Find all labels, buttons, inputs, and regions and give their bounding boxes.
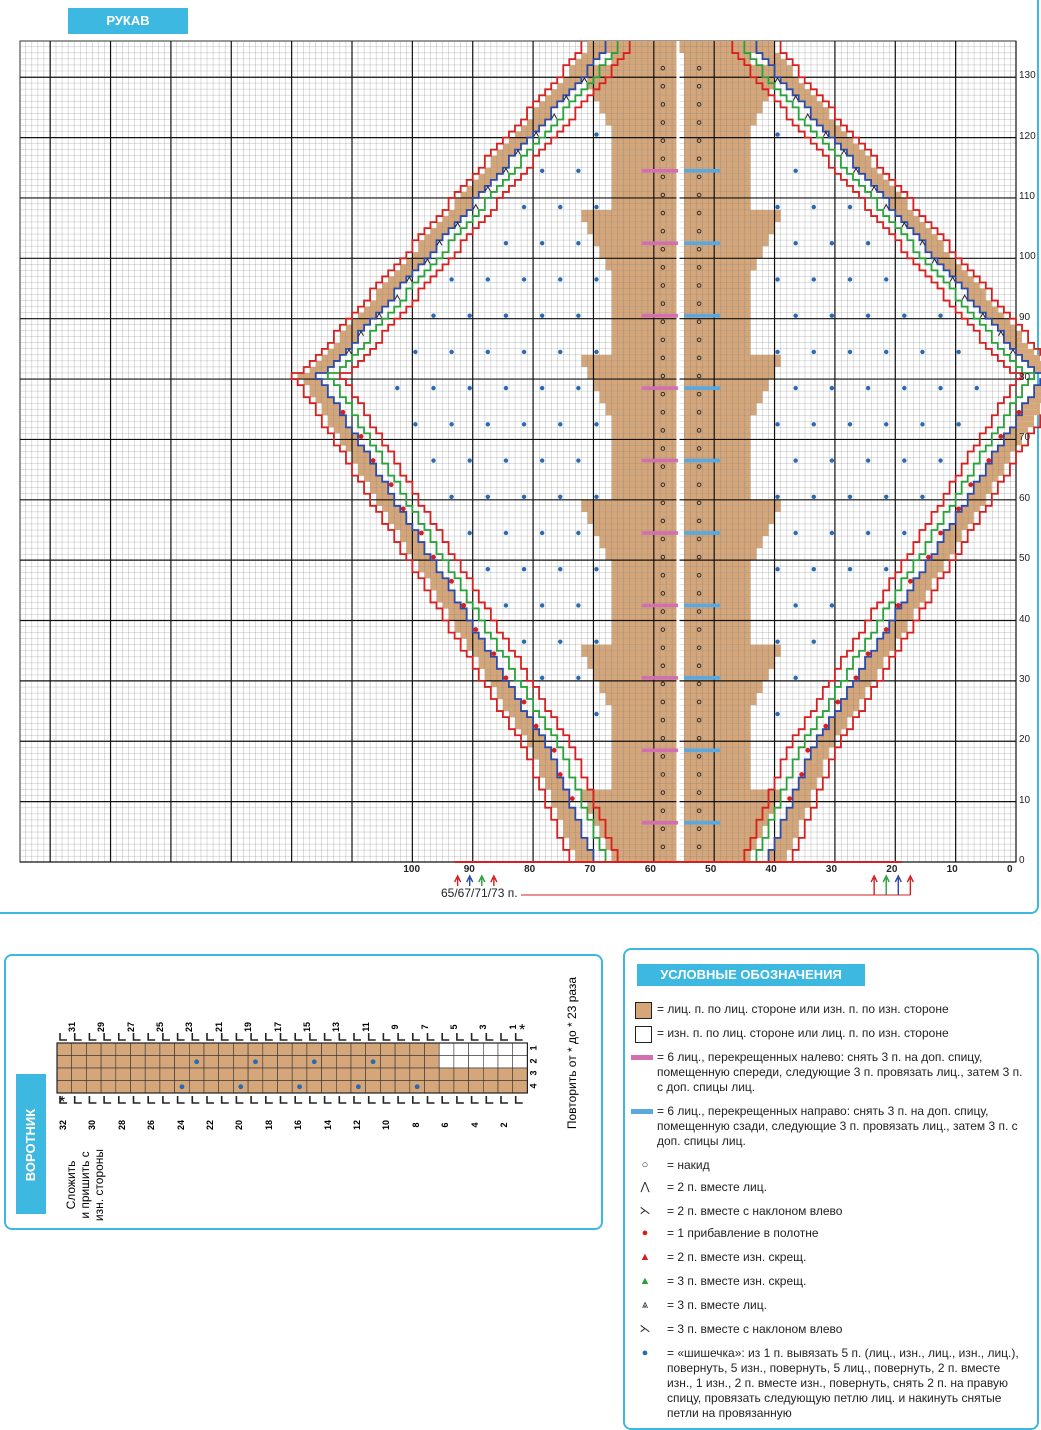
collar-bobble bbox=[238, 1084, 243, 1089]
bobble-mark bbox=[775, 205, 779, 209]
fine-grid bbox=[20, 41, 1016, 862]
column-number: 20 bbox=[886, 864, 898, 875]
bobble-mark bbox=[848, 205, 852, 209]
collar-join-note bbox=[60, 1134, 110, 1224]
collar-col-number: 18 bbox=[263, 1120, 274, 1131]
bobble-mark bbox=[449, 422, 453, 426]
collar-col-number: 16 bbox=[293, 1120, 304, 1131]
bobble-mark bbox=[938, 386, 942, 390]
cable-left-cross bbox=[642, 241, 678, 245]
collar-col-number: 20 bbox=[234, 1120, 245, 1131]
bobble-mark bbox=[486, 567, 490, 571]
bobble-mark bbox=[576, 241, 580, 245]
collar-row-number: 3 bbox=[528, 1070, 539, 1076]
column-number: 40 bbox=[765, 864, 777, 875]
bobble-mark bbox=[468, 458, 472, 462]
increase-mark bbox=[570, 796, 575, 801]
bobble-mark bbox=[558, 567, 562, 571]
bobble-mark bbox=[504, 386, 508, 390]
bobble-mark bbox=[812, 277, 816, 281]
collar-bobble bbox=[312, 1059, 317, 1064]
bobble-mark bbox=[486, 350, 490, 354]
collar-col-number: 24 bbox=[175, 1120, 186, 1131]
bobble-mark bbox=[920, 422, 924, 426]
bobble-mark bbox=[812, 639, 816, 643]
cable-right-cross bbox=[684, 676, 720, 680]
cable-right-cross bbox=[684, 241, 720, 245]
cable-right-cross bbox=[684, 604, 720, 608]
bobble-mark bbox=[576, 458, 580, 462]
bobble-mark bbox=[775, 495, 779, 499]
collar-col-number: 5 bbox=[448, 1024, 459, 1030]
legend-symbol-icon: ⋀ bbox=[640, 1181, 650, 1193]
bobble-mark bbox=[504, 531, 508, 535]
cable-left-cross bbox=[642, 676, 678, 680]
collar-col-number: 10 bbox=[381, 1120, 392, 1131]
row-number: 10 bbox=[1019, 794, 1031, 806]
cable-left-cross bbox=[642, 821, 678, 825]
bobble-mark bbox=[793, 531, 797, 535]
legend-symbol-icon: ● bbox=[641, 1227, 649, 1239]
increase-mark bbox=[884, 627, 889, 632]
increase-mark bbox=[558, 772, 563, 777]
bobble-mark bbox=[540, 313, 544, 317]
bobble-mark bbox=[866, 531, 870, 535]
purl-swatch bbox=[635, 1026, 652, 1043]
collar-repeat-text: Повторить от * до * 23 раза bbox=[565, 976, 579, 1130]
sleeve-title: РУКАВ bbox=[68, 8, 188, 34]
bobble-mark bbox=[522, 495, 526, 499]
row-number: 80 bbox=[1019, 372, 1031, 384]
bobble-mark bbox=[848, 277, 852, 281]
collar-col-number: 25 bbox=[154, 1022, 165, 1033]
bobble-mark bbox=[558, 422, 562, 426]
cable-left-cross bbox=[642, 169, 678, 173]
row-number: 90 bbox=[1019, 311, 1031, 323]
bobble-mark bbox=[956, 350, 960, 354]
size-arrow bbox=[883, 876, 889, 895]
bobble-mark bbox=[594, 205, 598, 209]
column-number: 10 bbox=[946, 864, 958, 875]
bobble-mark bbox=[830, 603, 834, 607]
increase-mark bbox=[926, 555, 931, 560]
collar-col-number: 21 bbox=[213, 1022, 224, 1033]
row-number: 70 bbox=[1019, 432, 1031, 444]
column-number: 80 bbox=[524, 864, 536, 875]
bobble-mark bbox=[866, 386, 870, 390]
column-number: 60 bbox=[644, 864, 656, 875]
bobble-mark bbox=[793, 241, 797, 245]
row-number: 50 bbox=[1019, 553, 1031, 565]
bobble-mark bbox=[775, 567, 779, 571]
collar-col-number: 12 bbox=[352, 1120, 362, 1131]
legend-symbol-icon: ▲ bbox=[639, 1251, 651, 1263]
row-number: 30 bbox=[1019, 673, 1031, 685]
cable-right-cross bbox=[684, 169, 720, 173]
collar-col-number: 4 bbox=[469, 1122, 480, 1128]
collar-title-text: ВОРОТНИК bbox=[23, 1108, 38, 1182]
cable-right-cross bbox=[684, 749, 720, 753]
bobble-mark bbox=[431, 313, 435, 317]
bobble-mark bbox=[830, 313, 834, 317]
bobble-mark bbox=[884, 350, 888, 354]
collar-col-number: 32 bbox=[58, 1120, 68, 1131]
increase-mark bbox=[449, 579, 454, 584]
bobble-mark bbox=[449, 350, 453, 354]
collar-bobble bbox=[371, 1059, 376, 1064]
increase-mark bbox=[341, 410, 346, 415]
bobble-mark bbox=[576, 603, 580, 607]
collar-bobble bbox=[180, 1084, 185, 1089]
cable-right-cross bbox=[684, 314, 720, 318]
bobble-mark bbox=[775, 277, 779, 281]
increase-mark bbox=[359, 434, 364, 439]
collar-col-number: 14 bbox=[322, 1120, 333, 1131]
bobble-mark bbox=[920, 495, 924, 499]
legend-symbol-icon: ● bbox=[641, 1347, 649, 1359]
cable-left-cross bbox=[642, 604, 678, 608]
bobble-mark bbox=[395, 386, 399, 390]
row-number: 120 bbox=[1019, 130, 1036, 142]
knit-swatch bbox=[635, 1002, 652, 1019]
bobble-mark bbox=[812, 567, 816, 571]
bobble-mark bbox=[902, 531, 906, 535]
column-number: 70 bbox=[584, 864, 596, 875]
collar-col-number: 23 bbox=[184, 1022, 195, 1033]
size-arrow bbox=[871, 876, 877, 895]
row-number: 20 bbox=[1019, 734, 1031, 746]
row-number: 0 bbox=[1019, 855, 1025, 866]
bobble-mark bbox=[468, 531, 472, 535]
cable-right-cross bbox=[684, 531, 720, 535]
bobble-mark bbox=[812, 205, 816, 209]
bobble-mark bbox=[558, 205, 562, 209]
increase-mark bbox=[986, 458, 991, 463]
row-number: 60 bbox=[1019, 492, 1031, 504]
bobble-mark bbox=[594, 639, 598, 643]
bobble-mark bbox=[902, 386, 906, 390]
increase-mark bbox=[389, 482, 394, 487]
bobble-mark bbox=[576, 313, 580, 317]
collar-col-number: 9 bbox=[390, 1024, 401, 1030]
cable-right-cross bbox=[684, 459, 720, 463]
bobble-mark bbox=[594, 350, 598, 354]
legend-symbol-icon: ⩓ bbox=[641, 1299, 649, 1311]
cable-right-cross bbox=[684, 821, 720, 825]
cable-right-cross bbox=[684, 386, 720, 390]
bobble-mark bbox=[431, 458, 435, 462]
bobble-mark bbox=[812, 350, 816, 354]
bobble-mark bbox=[431, 386, 435, 390]
increase-mark bbox=[956, 506, 961, 511]
bobble-mark bbox=[594, 422, 598, 426]
bobble-mark bbox=[504, 458, 508, 462]
bobble-mark bbox=[486, 422, 490, 426]
bobble-mark bbox=[594, 277, 598, 281]
bobble-mark bbox=[884, 495, 888, 499]
increase-mark bbox=[552, 748, 557, 753]
column-number: 90 bbox=[463, 864, 475, 875]
bobble-mark bbox=[522, 639, 526, 643]
increase-mark bbox=[799, 772, 804, 777]
legend-symbol-icon: ⋋ bbox=[639, 1323, 651, 1335]
bobble-mark bbox=[830, 241, 834, 245]
legend-text: = 3 п. вместе изн. скрещ. bbox=[667, 1274, 807, 1288]
bobble-mark bbox=[793, 676, 797, 680]
cable-left-cross bbox=[642, 314, 678, 318]
bobble-mark bbox=[956, 422, 960, 426]
bobble-mark bbox=[558, 639, 562, 643]
increase-mark bbox=[805, 748, 810, 753]
bobble-mark bbox=[522, 205, 526, 209]
collar-col-number: 28 bbox=[116, 1120, 127, 1131]
legend-text: = «шишечка»: из 1 п. вывязать 5 п. (лиц., изн., лиц., изн., лиц.), повернуть, 5 изн., повернуть, 5 лиц., повернуть, 2 п. вместе изн., 1 изн., 2 п. вместе изн., повернуть, снять 2 п. на правую спицу, провязать следующую петлю лиц. и накинуть снятые петли на провязанную bbox=[667, 1346, 1019, 1420]
bobble-mark bbox=[830, 386, 834, 390]
collar-col-number: 15 bbox=[301, 1022, 312, 1033]
column-number: 30 bbox=[825, 864, 838, 875]
legend-title: УСЛОВНЫЕ ОБОЗНАЧЕНИЯ bbox=[637, 964, 865, 986]
bobble-mark bbox=[522, 422, 526, 426]
legend-text: = накид bbox=[667, 1158, 710, 1172]
increase-mark bbox=[461, 603, 466, 608]
bobble-mark bbox=[540, 676, 544, 680]
increase-mark bbox=[896, 603, 901, 608]
bobble-mark bbox=[522, 350, 526, 354]
bobble-mark bbox=[576, 676, 580, 680]
bobble-mark bbox=[793, 386, 797, 390]
legend-text: = 2 п. вместе лиц. bbox=[667, 1180, 767, 1194]
bobble-mark bbox=[830, 458, 834, 462]
increase-mark bbox=[534, 724, 539, 729]
join-note-line2: и пришить с bbox=[78, 1151, 92, 1219]
collar-star-top: * bbox=[519, 1022, 526, 1039]
collar-row-number: 2 bbox=[528, 1057, 539, 1064]
column-number: 0 bbox=[1007, 864, 1013, 875]
collar-col-number: 1 bbox=[507, 1024, 518, 1030]
bobble-mark bbox=[504, 603, 508, 607]
collar-col-number: 6 bbox=[440, 1122, 451, 1128]
legend-symbol-icon: ○ bbox=[641, 1159, 649, 1171]
increase-mark bbox=[1017, 410, 1022, 415]
join-note-line3: изн. стороны bbox=[92, 1148, 106, 1222]
bobble-mark bbox=[812, 422, 816, 426]
bobble-mark bbox=[486, 277, 490, 281]
size-arrow bbox=[907, 876, 913, 895]
legend-text: = 2 п. вместе изн. скрещ. bbox=[667, 1250, 807, 1264]
bobble-mark bbox=[504, 313, 508, 317]
collar-col-number: 22 bbox=[205, 1120, 215, 1131]
bobble-mark bbox=[866, 458, 870, 462]
bobble-mark bbox=[468, 386, 472, 390]
bobble-mark bbox=[938, 458, 942, 462]
bobble-mark bbox=[793, 169, 797, 173]
row-number: 110 bbox=[1019, 190, 1035, 202]
bobble-mark bbox=[793, 603, 797, 607]
row-number: 100 bbox=[1019, 251, 1036, 263]
bobble-mark bbox=[793, 458, 797, 462]
increase-mark bbox=[522, 700, 527, 705]
legend-text: = лиц. п. по лиц. стороне или изн. п. по изн. стороне bbox=[657, 1002, 949, 1016]
bobble-mark bbox=[884, 567, 888, 571]
collar-bobble bbox=[194, 1059, 199, 1064]
bobble-mark bbox=[540, 603, 544, 607]
bobble-mark bbox=[866, 241, 870, 245]
bobble-mark bbox=[884, 277, 888, 281]
bobble-mark bbox=[540, 241, 544, 245]
bobble-mark bbox=[449, 495, 453, 499]
bobble-mark bbox=[594, 132, 598, 136]
collar-row-number: 4 bbox=[528, 1082, 539, 1089]
bobble-mark bbox=[468, 313, 472, 317]
size-arrow bbox=[895, 876, 901, 895]
bobble-mark bbox=[920, 350, 924, 354]
bobble-mark bbox=[902, 313, 906, 317]
legend-symbol-icon: ▲ bbox=[639, 1275, 651, 1287]
bobble-mark bbox=[576, 386, 580, 390]
bobble-mark bbox=[449, 277, 453, 281]
bobble-mark bbox=[594, 712, 598, 716]
bobble-mark bbox=[775, 422, 779, 426]
increase-mark bbox=[787, 796, 792, 801]
column-number: 100 bbox=[403, 864, 421, 875]
bobble-mark bbox=[540, 458, 544, 462]
legend-text: = 6 лиц., перекрещенных направо: снять 3 п. на доп. спицу, помещенную сзади, следующие 3 п. провязать лиц., затем 3 п. с доп. спицы лиц. bbox=[657, 1104, 1018, 1148]
bobble-mark bbox=[413, 422, 417, 426]
collar-col-number: 29 bbox=[96, 1022, 107, 1033]
cable-left-cross bbox=[642, 459, 678, 463]
bobble-mark bbox=[558, 495, 562, 499]
increase-mark bbox=[504, 675, 509, 680]
bobble-mark bbox=[486, 495, 490, 499]
increase-mark bbox=[836, 700, 841, 705]
bobble-mark bbox=[848, 495, 852, 499]
increase-mark bbox=[968, 482, 973, 487]
bobble-mark bbox=[576, 531, 580, 535]
collar-col-number: 17 bbox=[272, 1022, 283, 1033]
collar-row-number: 1 bbox=[528, 1045, 539, 1051]
cable-left-cross bbox=[642, 749, 678, 753]
bobble-mark bbox=[830, 531, 834, 535]
collar-col-number: 13 bbox=[331, 1022, 342, 1033]
increase-mark bbox=[491, 651, 496, 656]
collar-bobble bbox=[415, 1084, 420, 1089]
bobble-mark bbox=[540, 531, 544, 535]
collar-bobble bbox=[297, 1084, 302, 1089]
legend-text: = 6 лиц., перекрещенных налево: снять 3 п. на доп. спицу, помещенную спереди, следующие 3 п. провязать лиц., затем 3 п. с доп. спицы лиц. bbox=[657, 1050, 1023, 1094]
bobble-mark bbox=[504, 241, 508, 245]
legend-text: = 2 п. вместе с наклоном влево bbox=[667, 1204, 843, 1218]
bobble-mark bbox=[848, 567, 852, 571]
join-note-line1: Сложить bbox=[64, 1160, 78, 1210]
row-number: 130 bbox=[1019, 70, 1036, 82]
bobble-mark bbox=[522, 277, 526, 281]
legend-text: = 3 п. вместе с наклоном влево bbox=[667, 1322, 843, 1336]
increase-mark bbox=[431, 555, 436, 560]
bobble-mark bbox=[775, 639, 779, 643]
increase-mark bbox=[999, 434, 1004, 439]
bobble-mark bbox=[594, 495, 598, 499]
bobble-mark bbox=[812, 495, 816, 499]
collar-col-number: 31 bbox=[66, 1022, 77, 1033]
cable-left-cross bbox=[642, 386, 678, 390]
bobble-mark bbox=[540, 169, 544, 173]
increase-mark bbox=[371, 458, 376, 463]
bobble-mark bbox=[558, 277, 562, 281]
bobble-mark bbox=[540, 386, 544, 390]
increase-mark bbox=[866, 651, 871, 656]
collar-col-number: 8 bbox=[410, 1122, 421, 1128]
collar-col-number: 26 bbox=[146, 1120, 157, 1131]
bobble-mark bbox=[576, 169, 580, 173]
bobble-mark bbox=[902, 458, 906, 462]
collar-col-number: 19 bbox=[243, 1022, 254, 1033]
legend-text: = изн. п. по лиц. стороне или лиц. п. по изн. стороне bbox=[657, 1026, 949, 1040]
collar-bobble bbox=[356, 1084, 361, 1089]
bobble-mark bbox=[413, 350, 417, 354]
legend-text: = 1 прибавление в полотне bbox=[667, 1226, 819, 1240]
bobble-mark bbox=[884, 422, 888, 426]
row-number: 40 bbox=[1019, 613, 1031, 625]
bobble-mark bbox=[775, 350, 779, 354]
collar-col-number: 3 bbox=[478, 1024, 489, 1030]
increase-mark bbox=[854, 675, 859, 680]
cable-left-swatch bbox=[631, 1055, 653, 1060]
increase-mark bbox=[823, 724, 828, 729]
bobble-mark bbox=[775, 712, 779, 716]
bobble-mark bbox=[522, 567, 526, 571]
legend-panel bbox=[623, 948, 1039, 1430]
increase-mark bbox=[473, 627, 478, 632]
bobble-mark bbox=[793, 313, 797, 317]
increase-mark bbox=[938, 531, 943, 536]
bobble-mark bbox=[938, 313, 942, 317]
collar-col-number: 11 bbox=[360, 1022, 371, 1032]
column-number: 50 bbox=[705, 864, 717, 875]
increase-mark bbox=[419, 531, 424, 536]
collar-col-number: 2 bbox=[499, 1122, 509, 1128]
bobble-mark bbox=[975, 386, 979, 390]
collar-col-number: 7 bbox=[419, 1024, 430, 1030]
bobble-mark bbox=[558, 350, 562, 354]
bobble-mark bbox=[848, 422, 852, 426]
bobble-mark bbox=[594, 567, 598, 571]
cable-right-swatch bbox=[631, 1109, 653, 1114]
increase-mark bbox=[908, 579, 913, 584]
bobble-mark bbox=[775, 132, 779, 136]
bobble-mark bbox=[866, 313, 870, 317]
bobble-mark bbox=[848, 350, 852, 354]
legend-symbol-icon: ⋋ bbox=[639, 1205, 651, 1217]
cable-left-cross bbox=[642, 531, 678, 535]
increase-mark bbox=[401, 506, 406, 511]
legend-text: = 3 п. вместе лиц. bbox=[667, 1298, 767, 1312]
collar-col-number: 27 bbox=[125, 1022, 136, 1033]
collar-col-number: 30 bbox=[87, 1120, 98, 1131]
collar-star-bottom: * bbox=[59, 1094, 66, 1111]
collar-bobble bbox=[253, 1059, 258, 1064]
stitch-count-label: 65/67/71/73 п. bbox=[438, 886, 521, 900]
